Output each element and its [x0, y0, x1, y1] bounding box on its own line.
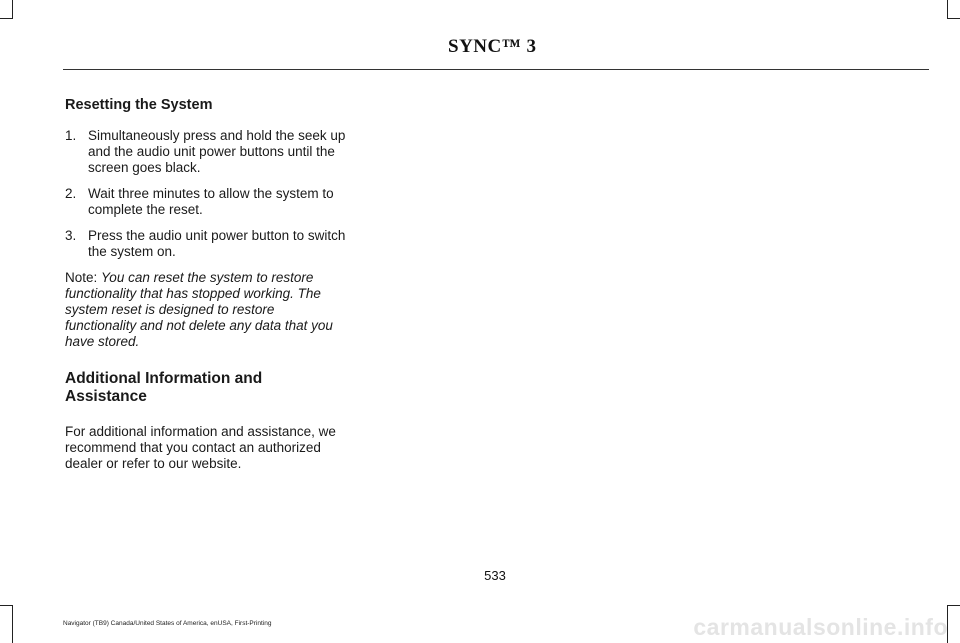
section-heading-resetting: Resetting the System: [65, 97, 213, 113]
crop-mark-top-right-horizontal: [947, 18, 960, 19]
section-heading-additional-info: Additional Information and Assistance: [65, 370, 263, 405]
site-watermark: carmanualsonline.info: [693, 614, 948, 640]
crop-mark-top-right-vertical: [947, 0, 948, 18]
step-number: 2.: [65, 186, 77, 201]
page-number: 533: [484, 568, 506, 583]
publication-footer: Navigator (TB9) Canada/United States of America, enUSA, First-Printing: [63, 620, 272, 627]
content-column: [65, 96, 347, 472]
step-text: Simultaneously press and hold the seek up and the audio unit power buttons until the screen goes black.: [88, 128, 346, 175]
crop-mark-bottom-right-horizontal: [947, 605, 960, 606]
crop-mark-bottom-left-horizontal: [0, 605, 13, 606]
note-text: You can reset the system to restore functionality that has stopped working. The system reset is designed to restore functionality and not delete any data that you have stored.: [65, 270, 333, 349]
crop-mark-top-left-horizontal: [0, 18, 13, 19]
list-item: [65, 228, 347, 260]
additional-info-paragraph: For additional information and assistance, we recommend that you contact an authorized dealer or refer to our website.: [65, 424, 336, 471]
step-text: Press the audio unit power button to switch the system on.: [88, 228, 346, 259]
step-text: Wait three minutes to allow the system to complete the reset.: [88, 186, 334, 217]
list-item: [65, 186, 347, 218]
reset-steps-list: [65, 128, 347, 260]
crop-mark-bottom-left-vertical: [12, 605, 13, 643]
page-header-title: SYNC™ 3: [448, 36, 537, 57]
step-number: 3.: [65, 228, 77, 243]
note-label: Note:: [65, 270, 98, 285]
crop-mark-top-left-vertical: [12, 0, 13, 18]
header-divider: [63, 69, 929, 70]
step-number: 1.: [65, 128, 77, 143]
note-paragraph: [65, 270, 347, 350]
list-item: [65, 128, 347, 176]
